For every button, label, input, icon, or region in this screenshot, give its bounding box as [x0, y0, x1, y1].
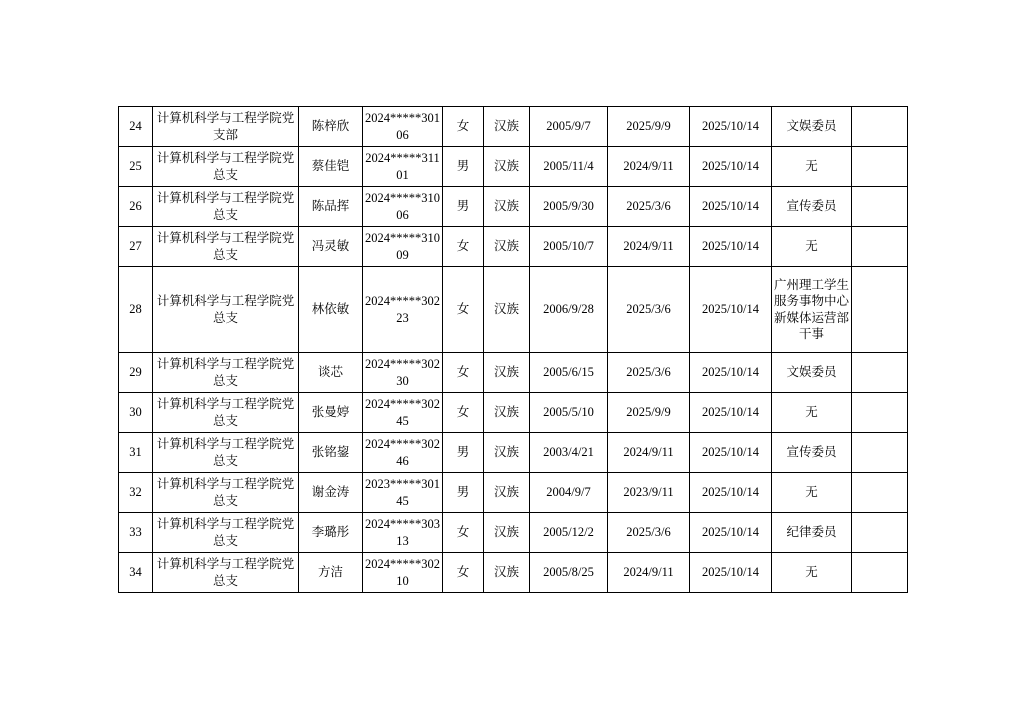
cell-gender: 男	[443, 147, 484, 187]
cell-ethnicity: 汉族	[484, 393, 530, 433]
cell-name: 陈梓欣	[299, 107, 363, 147]
cell-birth-date: 2005/12/2	[530, 513, 608, 553]
cell-gender: 女	[443, 553, 484, 593]
cell-id-number: 2024*****30210	[363, 553, 443, 593]
cell-form-date: 2025/10/14	[690, 187, 772, 227]
cell-id-number: 2024*****30230	[363, 353, 443, 393]
cell-gender: 女	[443, 513, 484, 553]
cell-ethnicity: 汉族	[484, 513, 530, 553]
cell-organization: 计算机科学与工程学院党总支	[153, 147, 299, 187]
cell-remark	[852, 553, 908, 593]
cell-id-number: 2024*****30313	[363, 513, 443, 553]
cell-id-number: 2024*****31006	[363, 187, 443, 227]
cell-form-date: 2025/10/14	[690, 553, 772, 593]
cell-index: 24	[119, 107, 153, 147]
cell-ethnicity: 汉族	[484, 187, 530, 227]
table-row	[119, 433, 908, 473]
cell-remark	[852, 473, 908, 513]
cell-remark	[852, 433, 908, 473]
cell-post: 无	[772, 473, 852, 513]
roster-table-body	[119, 107, 908, 593]
cell-birth-date: 2004/9/7	[530, 473, 608, 513]
cell-index: 29	[119, 353, 153, 393]
cell-join-date: 2024/9/11	[608, 553, 690, 593]
cell-form-date: 2025/10/14	[690, 513, 772, 553]
cell-organization: 计算机科学与工程学院党总支	[153, 353, 299, 393]
table-row	[119, 353, 908, 393]
cell-post: 无	[772, 393, 852, 433]
cell-index: 32	[119, 473, 153, 513]
cell-organization: 计算机科学与工程学院党总支	[153, 513, 299, 553]
cell-index: 26	[119, 187, 153, 227]
cell-remark	[852, 513, 908, 553]
cell-id-number: 2023*****30145	[363, 473, 443, 513]
cell-join-date: 2025/3/6	[608, 267, 690, 353]
cell-post: 广州理工学生服务事物中心新媒体运营部干事	[772, 267, 852, 353]
cell-gender: 女	[443, 393, 484, 433]
cell-index: 28	[119, 267, 153, 353]
cell-join-date: 2023/9/11	[608, 473, 690, 513]
cell-form-date: 2025/10/14	[690, 147, 772, 187]
cell-id-number: 2024*****30245	[363, 393, 443, 433]
cell-gender: 女	[443, 353, 484, 393]
cell-join-date: 2025/3/6	[608, 513, 690, 553]
table-row	[119, 267, 908, 353]
cell-ethnicity: 汉族	[484, 107, 530, 147]
cell-ethnicity: 汉族	[484, 553, 530, 593]
cell-post: 无	[772, 553, 852, 593]
cell-organization: 计算机科学与工程学院党支部	[153, 107, 299, 147]
cell-name: 李璐彤	[299, 513, 363, 553]
cell-join-date: 2025/3/6	[608, 353, 690, 393]
table-row	[119, 513, 908, 553]
cell-post: 无	[772, 147, 852, 187]
party-member-roster-table	[118, 106, 908, 593]
cell-organization: 计算机科学与工程学院党总支	[153, 227, 299, 267]
cell-post: 纪律委员	[772, 513, 852, 553]
table-row	[119, 187, 908, 227]
cell-remark	[852, 187, 908, 227]
cell-id-number: 2024*****31101	[363, 147, 443, 187]
cell-ethnicity: 汉族	[484, 473, 530, 513]
cell-id-number: 2024*****30106	[363, 107, 443, 147]
cell-name: 谈芯	[299, 353, 363, 393]
cell-form-date: 2025/10/14	[690, 473, 772, 513]
cell-name: 蔡佳铠	[299, 147, 363, 187]
cell-birth-date: 2005/9/7	[530, 107, 608, 147]
cell-post: 无	[772, 227, 852, 267]
table-row	[119, 147, 908, 187]
cell-post: 文娱委员	[772, 353, 852, 393]
cell-gender: 女	[443, 227, 484, 267]
cell-organization: 计算机科学与工程学院党总支	[153, 393, 299, 433]
cell-form-date: 2025/10/14	[690, 393, 772, 433]
cell-join-date: 2025/3/6	[608, 187, 690, 227]
table-row	[119, 393, 908, 433]
cell-index: 33	[119, 513, 153, 553]
cell-organization: 计算机科学与工程学院党总支	[153, 267, 299, 353]
table-row	[119, 473, 908, 513]
cell-organization: 计算机科学与工程学院党总支	[153, 187, 299, 227]
cell-birth-date: 2003/4/21	[530, 433, 608, 473]
cell-birth-date: 2005/11/4	[530, 147, 608, 187]
cell-name: 张铭鋆	[299, 433, 363, 473]
cell-remark	[852, 147, 908, 187]
cell-join-date: 2024/9/11	[608, 147, 690, 187]
cell-index: 27	[119, 227, 153, 267]
cell-organization: 计算机科学与工程学院党总支	[153, 433, 299, 473]
cell-birth-date: 2005/6/15	[530, 353, 608, 393]
cell-name: 谢金涛	[299, 473, 363, 513]
cell-birth-date: 2006/9/28	[530, 267, 608, 353]
cell-form-date: 2025/10/14	[690, 107, 772, 147]
cell-name: 冯灵敏	[299, 227, 363, 267]
cell-gender: 女	[443, 107, 484, 147]
cell-id-number: 2024*****31009	[363, 227, 443, 267]
cell-index: 34	[119, 553, 153, 593]
cell-ethnicity: 汉族	[484, 433, 530, 473]
cell-join-date: 2025/9/9	[608, 393, 690, 433]
cell-birth-date: 2005/10/7	[530, 227, 608, 267]
cell-ethnicity: 汉族	[484, 353, 530, 393]
cell-ethnicity: 汉族	[484, 227, 530, 267]
table-row	[119, 227, 908, 267]
cell-remark	[852, 107, 908, 147]
cell-name: 陈品挥	[299, 187, 363, 227]
cell-gender: 男	[443, 433, 484, 473]
cell-gender: 男	[443, 187, 484, 227]
cell-remark	[852, 227, 908, 267]
cell-id-number: 2024*****30246	[363, 433, 443, 473]
cell-join-date: 2025/9/9	[608, 107, 690, 147]
cell-remark	[852, 353, 908, 393]
cell-name: 方洁	[299, 553, 363, 593]
roster-table-container	[118, 106, 907, 593]
cell-birth-date: 2005/9/30	[530, 187, 608, 227]
cell-birth-date: 2005/8/25	[530, 553, 608, 593]
cell-ethnicity: 汉族	[484, 147, 530, 187]
cell-post: 文娱委员	[772, 107, 852, 147]
cell-id-number: 2024*****30223	[363, 267, 443, 353]
cell-form-date: 2025/10/14	[690, 267, 772, 353]
cell-index: 31	[119, 433, 153, 473]
cell-remark	[852, 393, 908, 433]
cell-join-date: 2024/9/11	[608, 227, 690, 267]
cell-ethnicity: 汉族	[484, 267, 530, 353]
cell-join-date: 2024/9/11	[608, 433, 690, 473]
cell-organization: 计算机科学与工程学院党总支	[153, 553, 299, 593]
cell-post: 宣传委员	[772, 433, 852, 473]
cell-gender: 男	[443, 473, 484, 513]
cell-organization: 计算机科学与工程学院党总支	[153, 473, 299, 513]
cell-name: 林依敏	[299, 267, 363, 353]
cell-remark	[852, 267, 908, 353]
table-row	[119, 553, 908, 593]
cell-form-date: 2025/10/14	[690, 433, 772, 473]
cell-birth-date: 2005/5/10	[530, 393, 608, 433]
cell-index: 30	[119, 393, 153, 433]
cell-index: 25	[119, 147, 153, 187]
cell-post: 宣传委员	[772, 187, 852, 227]
cell-name: 张曼婷	[299, 393, 363, 433]
cell-form-date: 2025/10/14	[690, 227, 772, 267]
cell-gender: 女	[443, 267, 484, 353]
cell-form-date: 2025/10/14	[690, 353, 772, 393]
table-row	[119, 107, 908, 147]
